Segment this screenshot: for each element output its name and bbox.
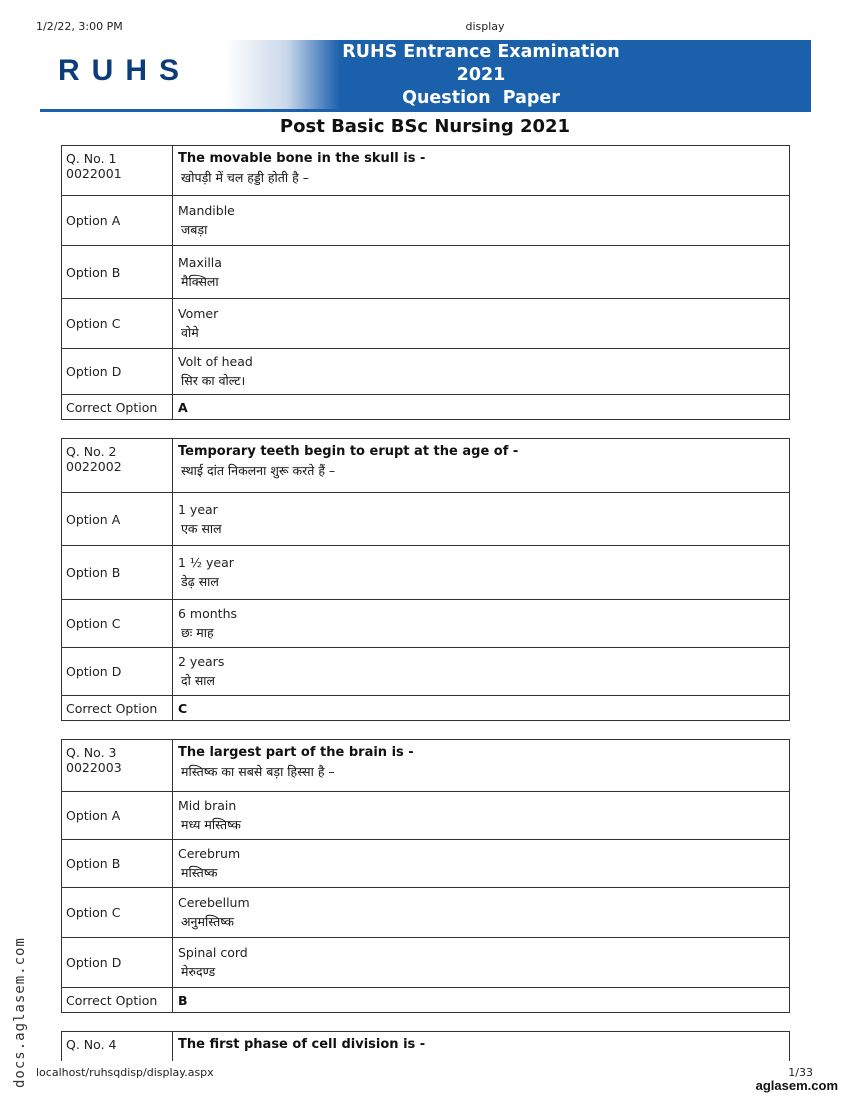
option-text-hi: छः माह xyxy=(181,625,214,640)
question-row xyxy=(62,439,790,493)
question-text-hi: मस्तिष्क का सबसे बड़ा हिस्सा है – xyxy=(181,764,335,779)
option-label: Option D xyxy=(62,349,173,395)
question-table-4 xyxy=(61,1031,790,1061)
question-text-en: The largest part of the brain is - xyxy=(178,745,414,760)
option-row-a xyxy=(62,493,790,546)
question-text-cell xyxy=(173,146,790,196)
option-text-en: Mid brain xyxy=(178,798,237,813)
option-cell xyxy=(173,888,790,938)
option-cell xyxy=(173,299,790,349)
banner-line-2: 2021 xyxy=(456,65,506,85)
correct-option-label: Correct Option xyxy=(62,696,173,721)
option-cell xyxy=(173,246,790,299)
header-banner xyxy=(40,40,811,112)
option-text-en: Spinal cord xyxy=(178,945,248,960)
question-text-en: Temporary teeth begin to erupt at the age of - xyxy=(178,444,519,459)
option-text-hi: अनुमस्तिष्क xyxy=(181,914,234,929)
option-label: Option C xyxy=(62,888,173,938)
question-row xyxy=(62,1032,790,1061)
option-cell xyxy=(173,938,790,988)
option-text-hi: मैक्सिला xyxy=(181,273,219,289)
footer-brand: aglasem.com xyxy=(755,1078,838,1093)
option-cell xyxy=(173,349,790,395)
option-text-en: Cerebrum xyxy=(178,846,241,861)
question-text-en: The movable bone in the skull is - xyxy=(178,151,426,166)
correct-option-row xyxy=(62,696,790,721)
option-label: Option A xyxy=(62,196,173,246)
question-table-1 xyxy=(61,145,790,420)
option-row-b xyxy=(62,246,790,299)
option-cell xyxy=(173,600,790,648)
option-label: Option B xyxy=(62,546,173,600)
option-row-c xyxy=(62,299,790,349)
option-row-d xyxy=(62,938,790,988)
option-row-a xyxy=(62,196,790,246)
banner-line-1: RUHS Entrance Examination xyxy=(342,42,620,62)
option-cell xyxy=(173,792,790,840)
correct-option-label: Correct Option xyxy=(62,395,173,420)
question-number-cell xyxy=(62,740,173,792)
ruhs-logo: RUHS xyxy=(58,54,192,87)
question-row xyxy=(62,146,790,196)
option-text-en: Cerebellum xyxy=(178,895,250,910)
question-code: 0022003 xyxy=(66,760,122,775)
option-text-hi: मेरुदण्ड xyxy=(181,964,216,979)
print-title: display xyxy=(465,20,505,33)
option-label: Option A xyxy=(62,493,173,546)
option-label: Option C xyxy=(62,600,173,648)
option-row-a xyxy=(62,792,790,840)
banner-line-3: Question Paper xyxy=(402,88,560,108)
option-text-en: 2 years xyxy=(178,654,225,669)
question-text-cell xyxy=(173,439,790,493)
option-label: Option A xyxy=(62,792,173,840)
correct-option-value: A xyxy=(173,395,790,420)
option-text-hi: जबड़ा xyxy=(181,222,208,237)
question-number-cell xyxy=(62,146,173,196)
question-table-3 xyxy=(61,739,790,1013)
question-text-en: The first phase of cell division is - xyxy=(178,1037,426,1052)
page-number: 1/33 xyxy=(788,1066,813,1079)
correct-option-value: C xyxy=(173,696,790,721)
print-date: 1/2/22, 3:00 PM xyxy=(36,20,123,33)
correct-option-label: Correct Option xyxy=(62,988,173,1013)
question-number: Q. No. 3 xyxy=(66,745,117,760)
option-row-b xyxy=(62,546,790,600)
option-label: Option B xyxy=(62,840,173,888)
option-text-en: Mandible xyxy=(178,203,235,218)
option-row-d xyxy=(62,648,790,696)
question-number-cell xyxy=(62,439,173,493)
correct-option-row xyxy=(62,988,790,1013)
option-row-c xyxy=(62,888,790,938)
option-row-b xyxy=(62,840,790,888)
question-number: Q. No. 1 xyxy=(66,151,117,166)
option-label: Option C xyxy=(62,299,173,349)
option-text-en: 1 ½ year xyxy=(178,555,234,570)
option-text-hi: मस्तिष्क xyxy=(181,865,218,880)
option-cell xyxy=(173,493,790,546)
question-number-cell xyxy=(62,1032,173,1061)
option-row-d xyxy=(62,349,790,395)
option-cell xyxy=(173,546,790,600)
option-label: Option B xyxy=(62,246,173,299)
question-text-cell xyxy=(173,740,790,792)
option-text-hi: मध्य मस्तिष्क xyxy=(181,817,241,832)
option-cell xyxy=(173,196,790,246)
question-text-hi: खोपड़ी में चल हड्डी होती है – xyxy=(181,170,309,185)
correct-option-row xyxy=(62,395,790,420)
option-text-hi: एक साल xyxy=(181,520,222,536)
footer-url: localhost/ruhsqdisp/display.aspx xyxy=(36,1066,214,1079)
question-code: 0022001 xyxy=(66,166,122,181)
option-text-hi: डेढ़ साल xyxy=(181,574,219,589)
option-text-hi: दो साल xyxy=(181,673,216,688)
question-text-hi: स्थाई दांत निकलना शुरू करते हैं – xyxy=(181,463,336,478)
option-cell xyxy=(173,648,790,696)
banner-title xyxy=(330,40,632,110)
option-label: Option D xyxy=(62,648,173,696)
side-watermark: docs.aglasem.com xyxy=(12,937,28,1088)
option-row-c xyxy=(62,600,790,648)
option-cell xyxy=(173,840,790,888)
page-title: Post Basic BSc Nursing 2021 xyxy=(279,116,571,137)
question-number: Q. No. 4 xyxy=(66,1037,117,1052)
question-code: 0022002 xyxy=(66,459,122,474)
question-number: Q. No. 2 xyxy=(66,444,117,459)
question-table-2 xyxy=(61,438,790,721)
option-text-en: Vomer xyxy=(178,306,219,321)
option-text-hi: सिर का वोल्ट। xyxy=(181,373,246,388)
option-text-en: Volt of head xyxy=(178,354,253,369)
option-text-en: Maxilla xyxy=(178,254,222,270)
option-label: Option D xyxy=(62,938,173,988)
question-row xyxy=(62,740,790,792)
option-text-en: 6 months xyxy=(178,606,238,621)
question-text-cell xyxy=(173,1032,790,1061)
correct-option-value: B xyxy=(173,988,790,1013)
option-text-hi: वोमे xyxy=(181,325,199,340)
option-text-en: 1 year xyxy=(178,501,218,517)
